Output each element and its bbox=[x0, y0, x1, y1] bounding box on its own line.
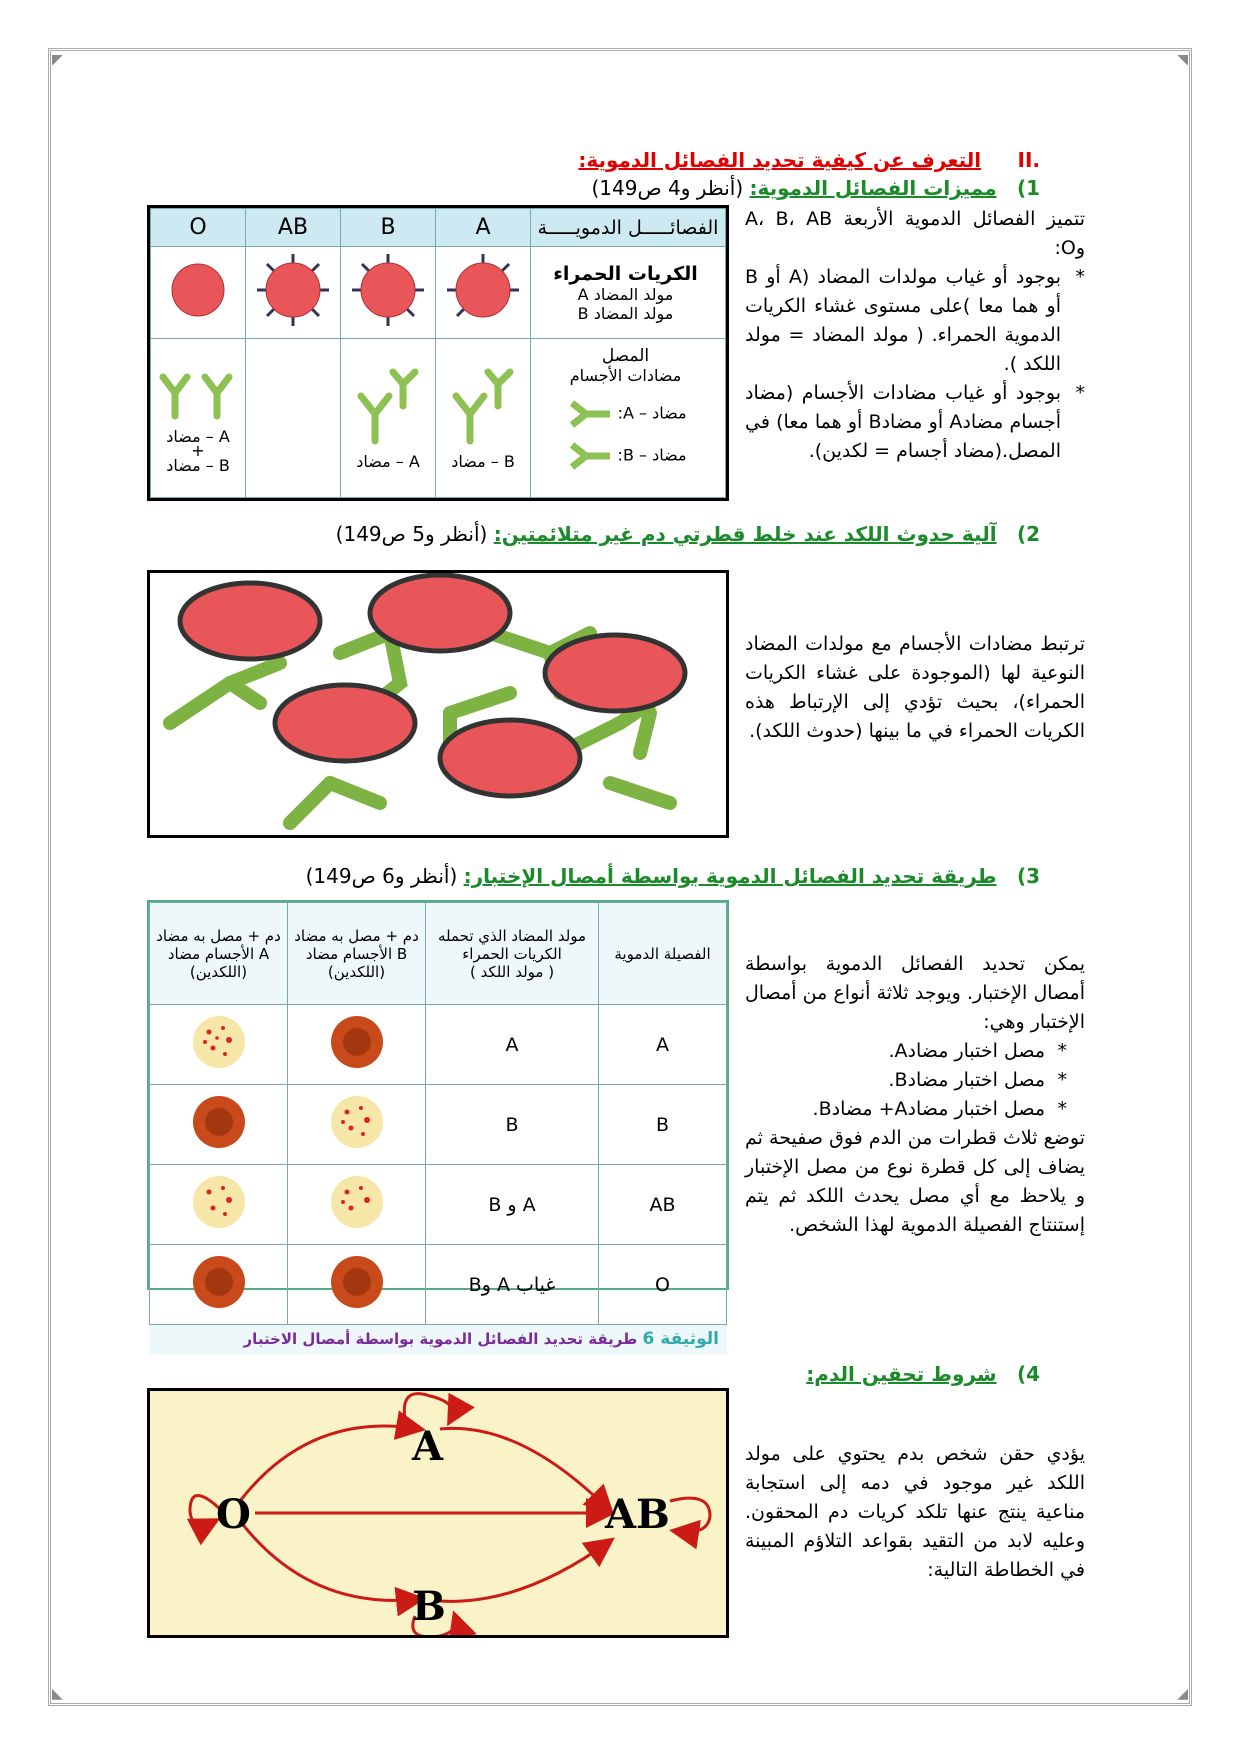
subsection-1-text bbox=[745, 205, 1085, 466]
header-anti-b bbox=[288, 903, 426, 1005]
antigen-cell: غياب A وB bbox=[426, 1245, 599, 1325]
figure-caption bbox=[149, 1325, 727, 1355]
reference: (أنظر و6 ص149) bbox=[305, 864, 458, 888]
header-anti-b-line3: (اللكدين) bbox=[327, 962, 386, 981]
subsection-1-heading bbox=[240, 176, 1040, 200]
drop-uniform bbox=[150, 1245, 288, 1325]
corner-ornament: ◣ bbox=[52, 1686, 63, 1702]
bullet-item: * مصل اختبار مضادA+ مضادB. bbox=[812, 1098, 1067, 1120]
subsection-number: 1) bbox=[1016, 176, 1040, 200]
header-antigen-line3: ( مولد اللكد ) bbox=[469, 962, 555, 981]
subsection-number: 2) bbox=[1016, 522, 1040, 546]
serum-o bbox=[151, 339, 246, 498]
header-anti-a bbox=[150, 903, 288, 1005]
rbc-o bbox=[151, 247, 246, 339]
anti-b-key-text: مضاد – B: bbox=[617, 445, 687, 465]
subsection-title: طريقة تحديد الفصائل الدموية بواسطة أمصال الإختبار: bbox=[463, 864, 997, 888]
col-header-o: O bbox=[151, 209, 246, 247]
header-anti-b-line1: دم + مصل به مضاد bbox=[294, 926, 419, 945]
blood-groups-figure bbox=[147, 205, 729, 501]
antigen-cell: B bbox=[426, 1085, 599, 1165]
rbc-label: الكريات الحمراء bbox=[553, 262, 698, 285]
antibodies-label: مضادات الأجسام bbox=[569, 366, 682, 385]
col-header-b: B bbox=[341, 209, 436, 247]
header-group: الفصيلة الدموية bbox=[599, 903, 727, 1005]
anti-b-key bbox=[532, 441, 719, 471]
drop-agglutinated bbox=[288, 1165, 426, 1245]
header-anti-a-line3: (اللكدين) bbox=[189, 962, 248, 981]
subsection-4-text: يؤدي حقن شخص بدم يحتوي على مولد اللكد غير موجود في دمه إلى استجابة مناعية ينتج عنها تلكد كريات دم المحقون. وعليه لابد من التقيد بقواعد التلاؤم المبينة في الخطاطة التالية: bbox=[745, 1443, 1085, 1581]
subsection-2-text: ترتبط مضادات الأجسام مع مولدات المضاد النوعية لها (الموجودة على غشاء الكريات الحمراء)، بحيث تؤدي إلى الإرتباط هذه الكريات الحمراء في ما بينها (حدوث اللكد). bbox=[745, 633, 1085, 742]
bullet-item: * مصل اختبار مضادA. bbox=[888, 1040, 1067, 1062]
serum-label: المصل bbox=[601, 346, 650, 366]
rbc-b bbox=[341, 247, 436, 339]
bullet-item: * بوجود أو غياب مضادات الأجسام (مضاد أجسام مضادA أو مضادB أو هما معا) في المصل.(مضاد أجسام = لكدين). bbox=[745, 382, 1085, 462]
method-paragraph: توضع ثلاث قطرات من الدم فوق صفيحة ثم يضاف إلى كل قطرة نوع من مصل الإختبار و يلاحظ مع أي مصل يحدث اللكد ثم يتم إستنتاج الفصيلة الدموية لهذا الشخص. bbox=[745, 1127, 1085, 1236]
serum-a-antibody: مضاد – B bbox=[451, 451, 515, 471]
bullet-text: بوجود أو غياب مضادات الأجسام (مضاد أجسام مضادA أو مضادB أو هما معا) في المصل.(مضاد أجسام = لكدين). bbox=[745, 382, 1061, 462]
drop-agglutinated bbox=[150, 1005, 288, 1085]
agglutination-figure bbox=[147, 570, 729, 838]
header-antigen-line1: مولد المضاد الذي تحمله bbox=[437, 926, 587, 945]
bullet-text: مصل اختبار مضادB. bbox=[888, 1069, 1045, 1091]
subsection-2-heading bbox=[240, 522, 1040, 546]
bullet-item: * مصل اختبار مضادB. bbox=[888, 1069, 1067, 1091]
antigen-cell: A و B bbox=[426, 1165, 599, 1245]
corner-ornament: ◢ bbox=[1177, 1686, 1188, 1702]
node-ab: AB bbox=[605, 1491, 670, 1538]
agglutination-illustration bbox=[150, 573, 726, 835]
drop-agglutinated bbox=[150, 1165, 288, 1245]
header-antigen-line2: الكريات الحمراء bbox=[462, 944, 562, 963]
bullet-item: * بوجود أو غياب مولدات المضاد (A أو B أو هما معا )على مستوى غشاء الكريات الدموية الحمراء. ( مولد المضاد = مولد اللكد ). bbox=[745, 266, 1085, 375]
drop-uniform bbox=[150, 1085, 288, 1165]
plus-sign: + bbox=[191, 441, 205, 460]
bullet-text: بوجود أو غياب مولدات المضاد (A أو B أو هما معا )على مستوى غشاء الكريات الدموية الحمراء. ( مولد المضاد = مولد اللكد ). bbox=[745, 266, 1061, 375]
caption-number: الوثيقة 6 bbox=[642, 1329, 719, 1349]
drop-uniform bbox=[288, 1245, 426, 1325]
subsection-3-text bbox=[745, 950, 1085, 1240]
caption-text: طريقة تحديد الفصائل الدموية بواسطة أمصال الاختبار bbox=[243, 1330, 638, 1348]
bullet-text: مصل اختبار مضادA. bbox=[888, 1040, 1045, 1062]
subsection-4-heading bbox=[540, 1362, 1040, 1386]
reference: (أنظر و4 ص149) bbox=[591, 176, 744, 200]
corner-ornament: ◥ bbox=[1177, 52, 1188, 68]
antigen-b-key: مولد المضاد B bbox=[577, 303, 674, 323]
intro-paragraph: يمكن تحديد الفصائل الدموية بواسطة أمصال الإختبار. ويوجد ثلاثة أنواع من أمصال الإختبار وهي: bbox=[745, 953, 1085, 1033]
rbc-legend bbox=[531, 247, 726, 339]
test-serum-figure bbox=[147, 900, 729, 1349]
subsection-title: آلية حدوث اللكد عند خلط قطرتي دم غير متلائمتين: bbox=[493, 522, 997, 546]
col-header-groups: الفصائـــــل الدمويـــــة bbox=[531, 209, 726, 247]
node-b: B bbox=[412, 1583, 446, 1630]
section-number: .II bbox=[1017, 148, 1040, 172]
drop-uniform bbox=[288, 1005, 426, 1085]
subsection-number: 3) bbox=[1016, 864, 1040, 888]
group-cell: B bbox=[599, 1085, 727, 1165]
subsection-title: شروط تحقين الدم: bbox=[806, 1362, 997, 1386]
corner-ornament: ◤ bbox=[52, 52, 63, 68]
rbc-ab bbox=[246, 247, 341, 339]
group-cell: A bbox=[599, 1005, 727, 1085]
header-antigen bbox=[426, 903, 599, 1005]
rbc-a bbox=[436, 247, 531, 339]
col-header-a: A bbox=[436, 209, 531, 247]
anti-a-key-text: مضاد – A: bbox=[617, 403, 687, 423]
antigen-a-key: مولد المضاد A bbox=[577, 284, 674, 304]
bullet-text: مصل اختبار مضادA+ مضادB. bbox=[812, 1098, 1045, 1120]
serum-o-anti-b: مضاد – B bbox=[166, 456, 230, 475]
group-cell: O bbox=[599, 1245, 727, 1325]
section-heading bbox=[240, 148, 1040, 172]
serum-b-antibody: مضاد – A bbox=[356, 451, 420, 471]
node-a: A bbox=[412, 1423, 444, 1470]
subsection-number: 4) bbox=[1016, 1362, 1040, 1386]
intro-paragraph: تتميز الفصائل الدموية الأربعة A، B، AB وO: bbox=[745, 208, 1085, 259]
col-header-ab: AB bbox=[246, 209, 341, 247]
node-o: O bbox=[216, 1491, 251, 1538]
antigen-cell: A bbox=[426, 1005, 599, 1085]
serum-a bbox=[436, 339, 531, 498]
group-cell: AB bbox=[599, 1165, 727, 1245]
serum-b bbox=[341, 339, 436, 498]
header-anti-a-line2: الأجسام مضاد A bbox=[167, 944, 270, 963]
compatibility-diagram bbox=[147, 1388, 729, 1638]
header-anti-b-line2: الأجسام مضاد B bbox=[305, 944, 408, 963]
serum-o-anti-a: مضاد – A bbox=[166, 427, 230, 446]
anti-a-key bbox=[532, 399, 719, 429]
reference: (أنظر و5 ص149) bbox=[335, 522, 488, 546]
drop-agglutinated bbox=[288, 1085, 426, 1165]
subsection-3-heading bbox=[240, 864, 1040, 888]
serum-legend bbox=[531, 339, 726, 498]
header-anti-a-line1: دم + مصل به مضاد bbox=[156, 926, 281, 945]
serum-ab bbox=[246, 339, 341, 498]
section-title: التعرف عن كيفية تحديد الفصائل الدموية: bbox=[578, 148, 982, 172]
subsection-title: مميزات الفصائل الدموية: bbox=[749, 176, 997, 200]
